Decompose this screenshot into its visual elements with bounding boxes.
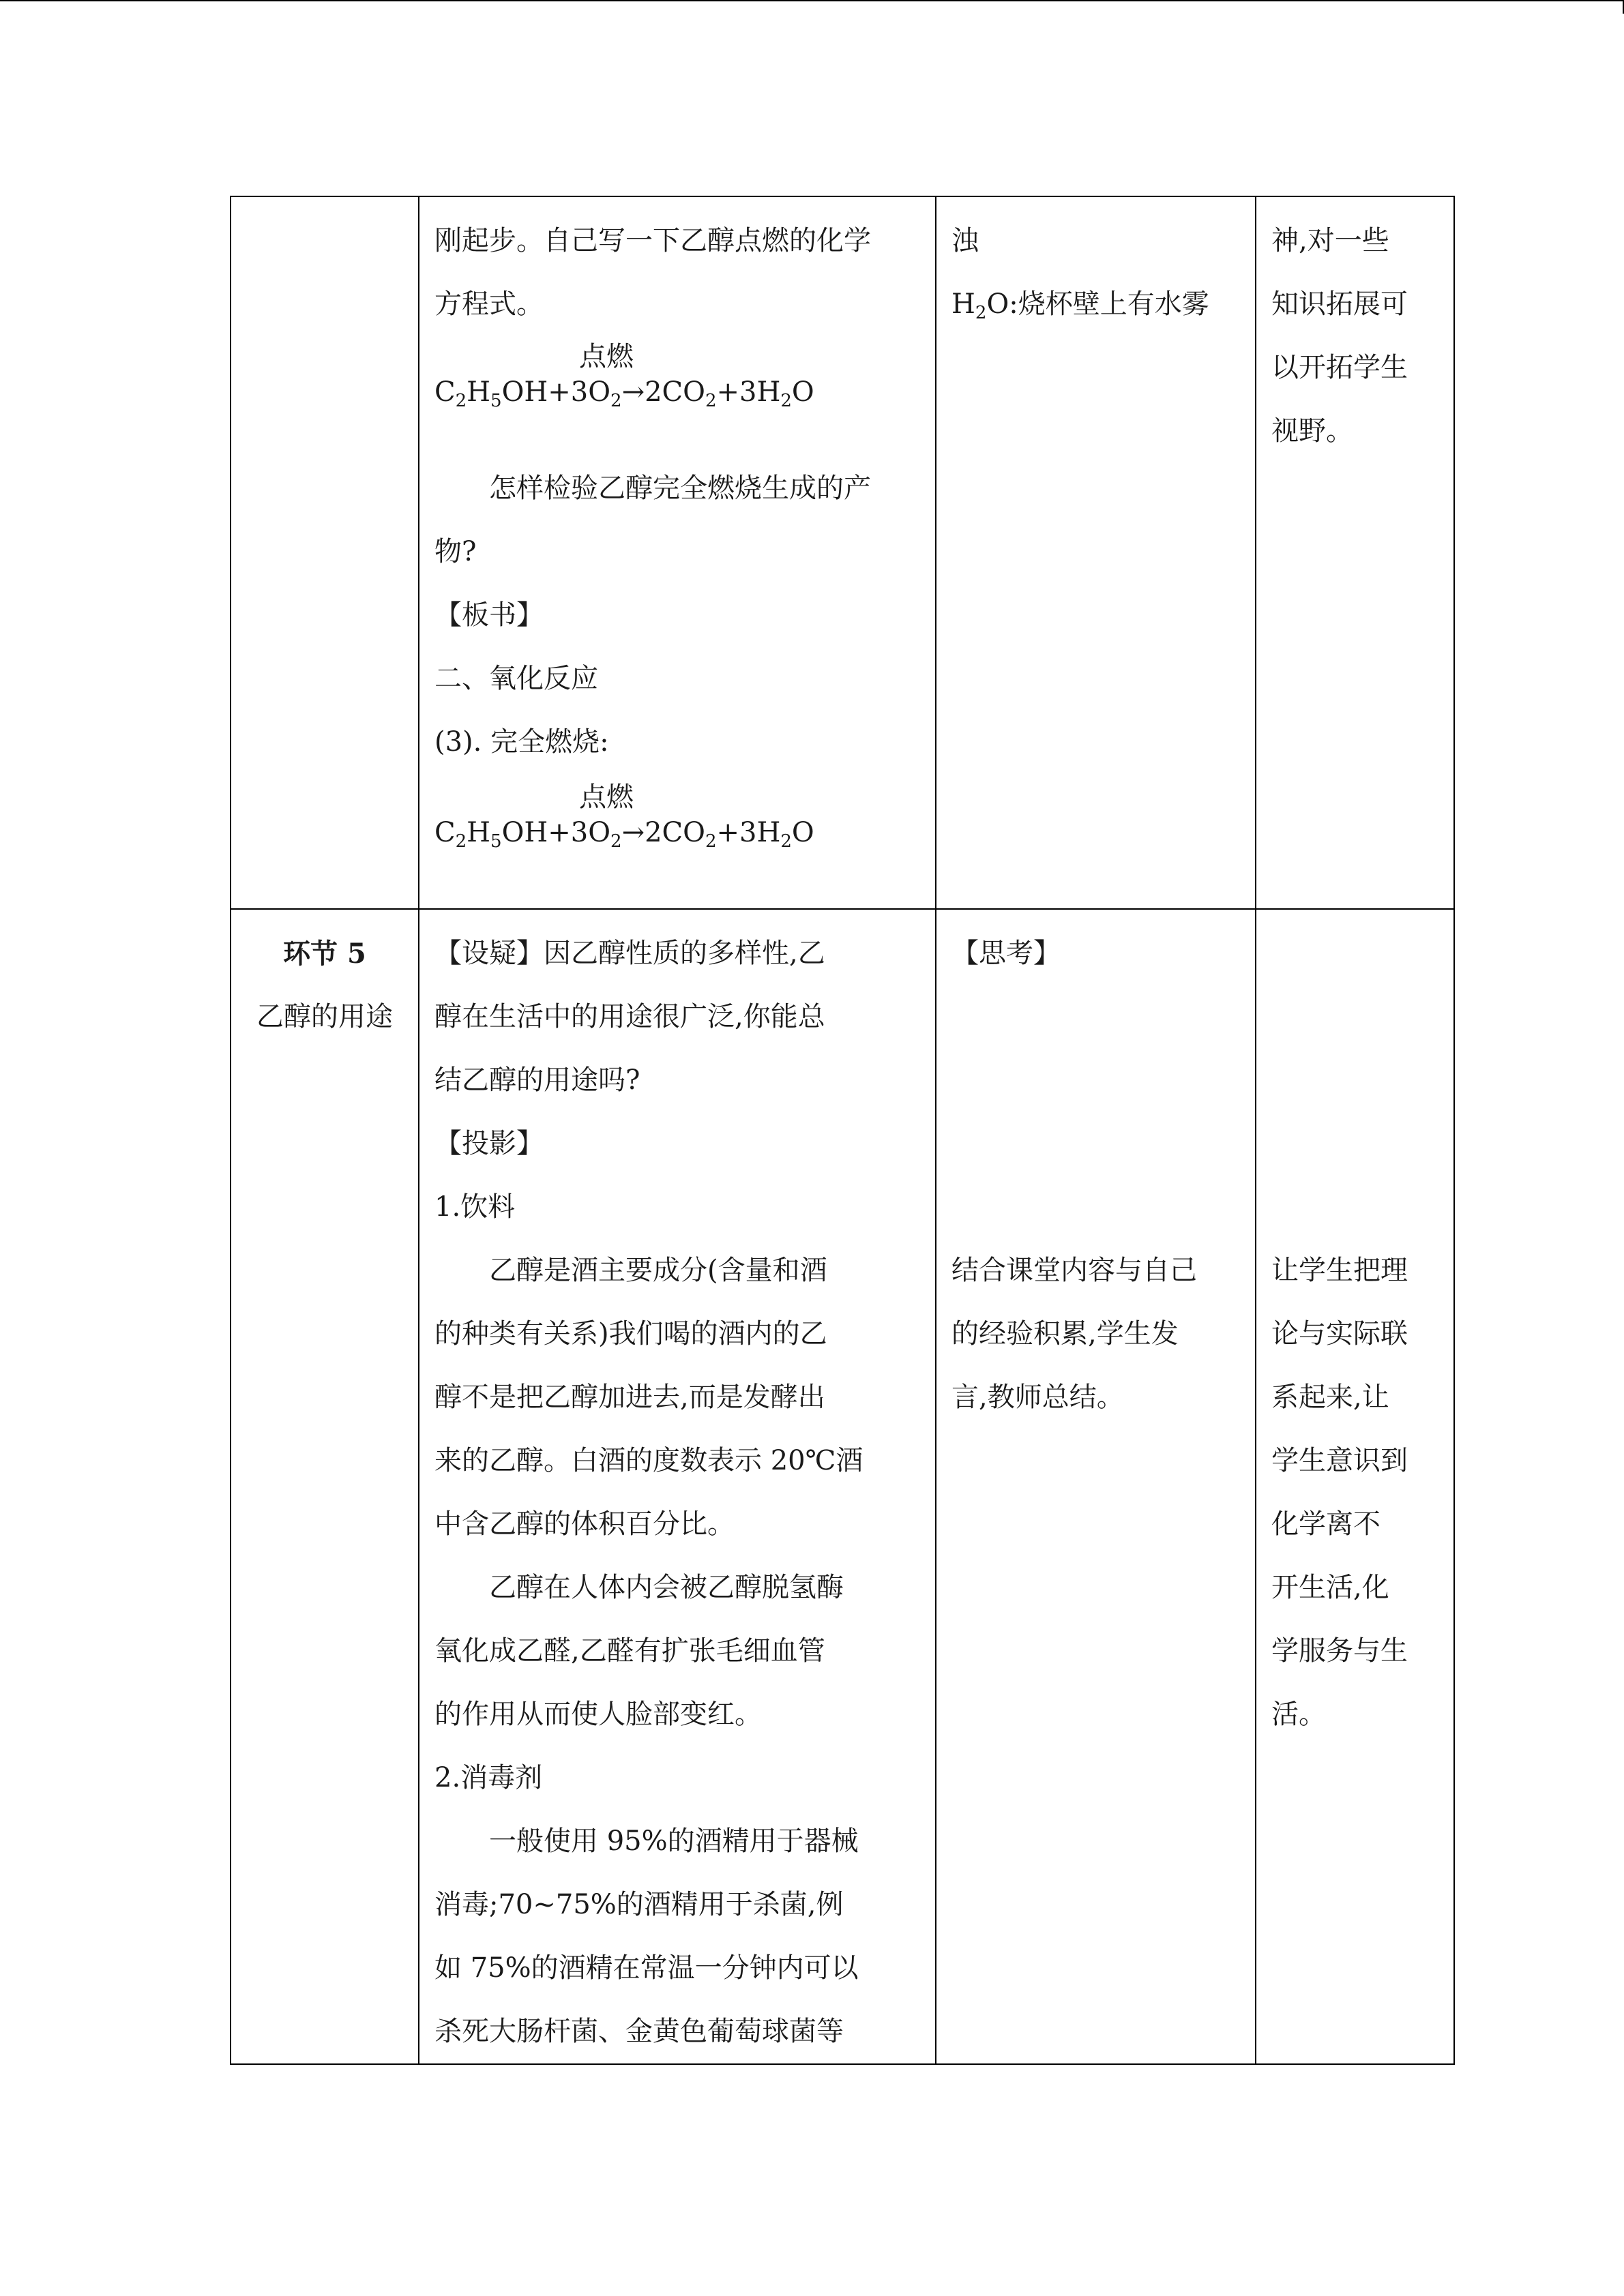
question-text: 怎样检验乙醇完全燃烧生成的产: [489, 473, 871, 504]
text-line: 方程式。: [434, 288, 544, 320]
text-line: 学生意识到: [1271, 1445, 1408, 1476]
text-line: 消毒;70~75%的酒精用于杀菌,例: [434, 1889, 844, 1920]
student-activity-cell: [936, 196, 1256, 909]
design-intent-cell: [1256, 909, 1454, 2064]
text-line: 知识拓展可: [1271, 288, 1408, 320]
spacer: [1271, 922, 1438, 1239]
text-line: 学服务与生: [1271, 1635, 1408, 1667]
text-line: 醇在生活中的用途很广泛,你能总: [434, 1001, 825, 1032]
subsection-heading: (3). 完全燃烧:: [434, 726, 609, 758]
list-item-heading: 2.消毒剂: [434, 1762, 543, 1793]
text-line: 一般使用 95%的酒精用于器械: [489, 1825, 859, 1857]
think-tag: 【思考】: [951, 938, 1061, 969]
text-line: 以开拓学生: [1271, 352, 1408, 383]
student-activity-cell: [936, 909, 1256, 2064]
combustion-equation: [434, 336, 920, 425]
text-line: 论与实际联: [1271, 1318, 1408, 1350]
text-line: 结合课堂内容与自己: [951, 1255, 1197, 1286]
text-line: 氧化成乙醛,乙醛有扩张毛细血管: [434, 1635, 825, 1667]
reaction-condition: 点燃: [579, 341, 634, 372]
text-line: 的作用从而使人脸部变红。: [434, 1699, 762, 1730]
text-line: 结乙醇的用途吗?: [434, 1064, 640, 1096]
text-line: 的种类有关系)我们喝的酒内的乙: [434, 1318, 827, 1350]
text-line: 的经验积累,学生发: [951, 1318, 1179, 1350]
spacer: [434, 425, 920, 457]
text-line: 视野。: [1271, 415, 1353, 447]
text-line: 来的乙醇。白酒的度数表示 20℃酒: [434, 1445, 863, 1476]
question-text: 物?: [434, 536, 477, 567]
chemical-formula: $C_2H_5OH+3O_2\to 2CO_2+3H_2O$: [434, 817, 814, 852]
text-line: 乙醇在人体内会被乙醇脱氢酶: [489, 1572, 844, 1603]
chemical-formula: $C_2H_5OH+3O_2\to 2CO_2+3H_2O$: [434, 376, 814, 411]
text-line: 杀死大肠杆菌、金黄色葡萄球菌等: [434, 2016, 844, 2047]
stage-cell: [231, 909, 419, 2064]
table-row: [231, 909, 1454, 2064]
stage-cell: [231, 196, 419, 909]
lesson-plan-table: [230, 196, 1455, 2065]
table-row: [231, 196, 1454, 909]
text-line: 【设疑】因乙醇性质的多样性,乙: [434, 938, 825, 969]
text-line: 让学生把理: [1271, 1255, 1408, 1286]
reaction-condition: 点燃: [579, 781, 634, 813]
text-line: 醇不是把乙醇加进去,而是发酵出: [434, 1382, 825, 1413]
section-heading: 二、氧化反应: [434, 663, 598, 694]
text-line: 如 75%的酒精在常温一分钟内可以: [434, 1952, 859, 1984]
design-intent-cell: [1256, 196, 1454, 909]
page-top-border: [0, 0, 1624, 1]
spacer: [951, 985, 1240, 1239]
teacher-activity-cell: [419, 909, 936, 2064]
text-line: 活。: [1271, 1699, 1326, 1730]
teacher-activity-cell: [419, 196, 936, 909]
text-line: 乙醇是酒主要成分(含量和酒: [489, 1255, 827, 1286]
text-line: 系起来,让: [1271, 1382, 1389, 1413]
text-line: 中含乙醇的体积百分比。: [434, 1508, 735, 1540]
text-line: 言,教师总结。: [951, 1382, 1124, 1413]
board-tag: 【板书】: [434, 599, 544, 631]
list-item-heading: 1.饮料: [434, 1191, 516, 1223]
combustion-equation: [434, 777, 920, 865]
text-line: 刚起步。自己写一下乙醇点燃的化学: [434, 225, 871, 256]
text-line: $H_2O$:烧杯壁上有水雾: [951, 288, 1209, 323]
text-line: 化学离不: [1271, 1508, 1381, 1540]
text-line: 开生活,化: [1271, 1572, 1389, 1603]
text-line: 神,对一些: [1271, 225, 1389, 256]
stage-title: 环节 5: [283, 938, 366, 970]
projection-tag: 【投影】: [434, 1128, 544, 1159]
text-line: 浊: [951, 225, 979, 256]
stage-subtitle: 乙醇的用途: [256, 1001, 393, 1032]
